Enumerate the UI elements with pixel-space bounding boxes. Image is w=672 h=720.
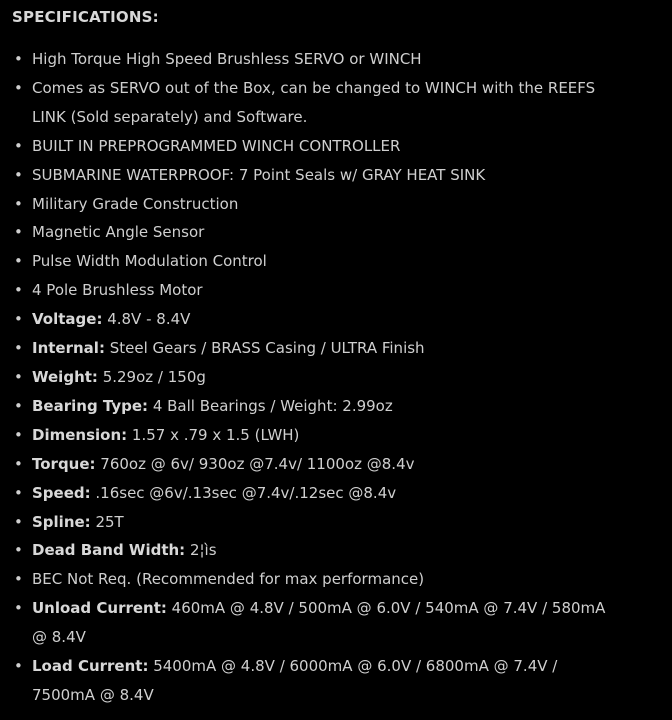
spec-label: Dead Band Width: (32, 541, 186, 560)
spec-list-item (12, 161, 612, 190)
spec-list-item (12, 508, 612, 537)
bullet-icon: • (14, 136, 23, 155)
bullet-icon: • (14, 512, 23, 531)
spec-value: 4 Pole Brushless Motor (32, 281, 203, 300)
bullet-icon: • (14, 454, 23, 473)
spec-list-item (12, 594, 612, 652)
spec-list-item (12, 536, 612, 565)
spec-label: Load Current: (32, 657, 149, 676)
bullet-icon: • (14, 570, 23, 589)
spec-label: Spline: (32, 512, 91, 531)
spec-list-item (12, 565, 612, 594)
spec-value: 760oz @ 6v/ 930oz @7.4v/ 1100oz @8.4v (95, 454, 415, 473)
spec-value: 25T (90, 512, 124, 531)
spec-value: BEC Not Req. (Recommended for max performance) (32, 570, 425, 589)
bullet-icon: • (14, 78, 23, 97)
spec-value: Military Grade Construction (32, 194, 239, 213)
spec-list-item (12, 276, 612, 305)
bullet-icon: • (14, 541, 23, 560)
spec-value: 460mA @ 4.8V / 500mA @ 6.0V / 540mA @ 7.4V / 580mA @ 8.4V (32, 599, 606, 647)
bullet-icon: • (14, 367, 23, 386)
spec-label: Unload Current: (32, 599, 167, 618)
spec-label: Dimension: (32, 425, 128, 444)
bullet-icon: • (14, 281, 23, 300)
bullet-icon: • (14, 425, 23, 444)
bullet-icon: • (14, 194, 23, 213)
spec-list-item (12, 421, 612, 450)
spec-label: Voltage: (32, 310, 103, 329)
spec-list-item (12, 218, 612, 247)
spec-list-item (12, 479, 612, 508)
bullet-icon: • (14, 339, 23, 358)
bullet-icon: • (14, 657, 23, 676)
spec-list-item (12, 334, 612, 363)
bullet-icon: • (14, 252, 23, 271)
spec-list-item (12, 363, 612, 392)
bullet-icon: • (14, 310, 23, 329)
spec-value: 2¦ìs (185, 541, 217, 560)
spec-list-item (12, 45, 612, 74)
spec-list-item (12, 247, 612, 276)
spec-list-item (12, 652, 612, 710)
spec-list-item (12, 190, 612, 219)
bullet-icon: • (14, 165, 23, 184)
specifications-list (12, 45, 662, 710)
bullet-icon: • (14, 50, 23, 68)
spec-value: 4.8V - 8.4V (102, 310, 191, 329)
bullet-icon: • (14, 223, 23, 242)
spec-list-item (12, 392, 612, 421)
bullet-icon: • (14, 599, 23, 618)
spec-value: 4 Ball Bearings / Weight: 2.99oz (148, 396, 393, 415)
spec-label: Bearing Type: (32, 396, 149, 415)
spec-label: Internal: (32, 339, 105, 358)
spec-value: 5.29oz / 150g (97, 367, 206, 386)
spec-value: BUILT IN PREPROGRAMMED WINCH CONTROLLER (32, 136, 401, 155)
specifications-heading: SPECIFICATIONS: (12, 8, 159, 26)
spec-list-item (12, 74, 612, 132)
spec-label: Weight: (32, 367, 98, 386)
spec-value: 1.57 x .79 x 1.5 (LWH) (127, 425, 300, 444)
spec-value: SUBMARINE WATERPROOF: 7 Point Seals w/ GRAY HEAT SINK (32, 165, 486, 184)
spec-list-item (12, 450, 612, 479)
spec-value: Steel Gears / BRASS Casing / ULTRA Finish (104, 339, 425, 358)
bullet-icon: • (14, 396, 23, 415)
spec-label: Torque: (32, 454, 96, 473)
spec-list-item (12, 132, 612, 161)
spec-value: Comes as SERVO out of the Box, can be changed to WINCH with the REEFS LINK (Sold separately) and Software. (32, 78, 596, 126)
spec-value: 5400mA @ 4.8V / 6000mA @ 6.0V / 6800mA @ 7.4V / 7500mA @ 8.4V (32, 657, 558, 704)
bullet-icon: • (14, 483, 23, 502)
spec-list-item (12, 305, 612, 334)
spec-value: Pulse Width Modulation Control (32, 252, 267, 271)
spec-value: .16sec @6v/.13sec @7.4v/.12sec @8.4v (90, 483, 397, 502)
spec-value: High Torque High Speed Brushless SERVO or WINCH (32, 50, 422, 68)
spec-label: Speed: (32, 483, 91, 502)
spec-value: Magnetic Angle Sensor (32, 223, 205, 242)
